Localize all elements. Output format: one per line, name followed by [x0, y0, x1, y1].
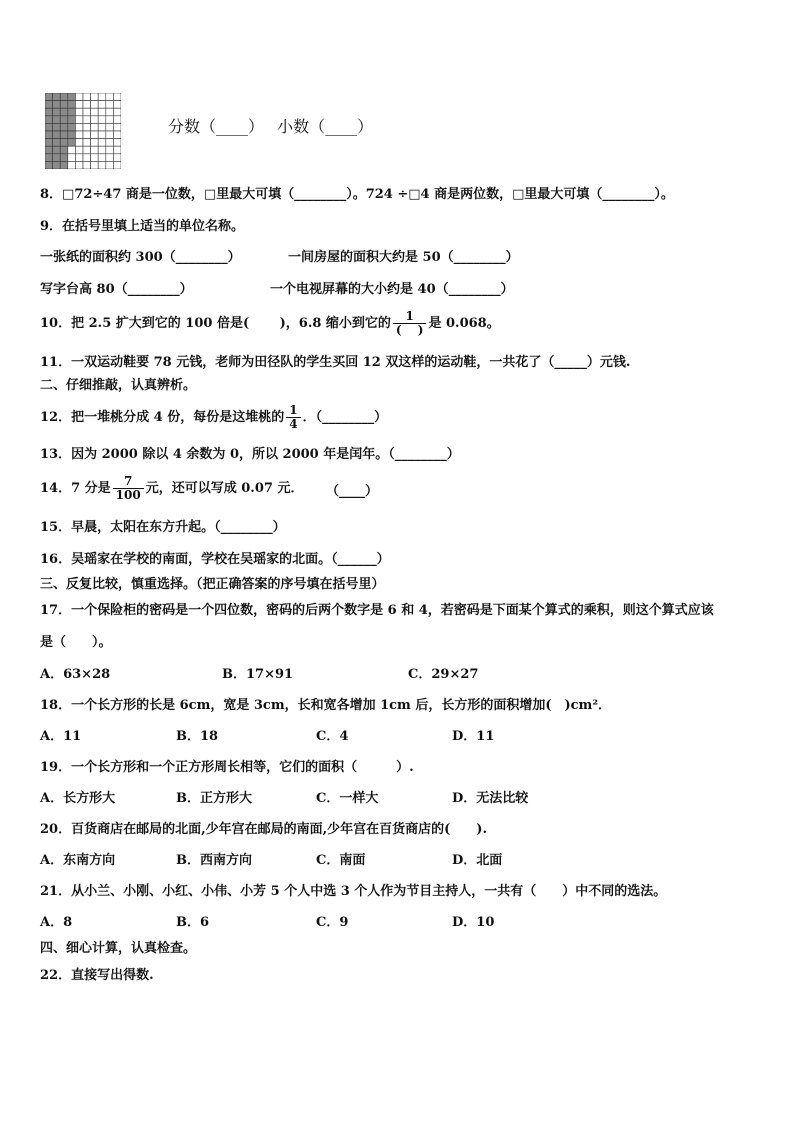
- grid-cell: [91, 146, 99, 154]
- grid-cell: [106, 131, 114, 139]
- grid-cell: [91, 108, 99, 116]
- question-13: 13．因为 2000 除以 4 余数为 0，所以 2000 年是闰年。（________）: [40, 447, 460, 462]
- question-10-numerator: 1: [405, 309, 414, 323]
- grid-cell-shaded: [60, 131, 68, 139]
- grid-cell: [98, 139, 106, 147]
- grid-cell-shaded: [53, 123, 61, 131]
- question-14-numerator: 7: [124, 474, 133, 488]
- question-11: 11．一双运动鞋要 78 元钱，老师为田径队的学生买回 12 双这样的运动鞋，一共花了（_____）元钱.: [40, 355, 631, 370]
- question-18-option-d: D．11: [452, 729, 495, 744]
- grid-cell: [91, 131, 99, 139]
- grid-cell-shaded: [45, 139, 53, 147]
- grid-cell: [106, 139, 114, 147]
- question-12: [40, 404, 387, 431]
- grid-cell-shaded: [45, 93, 53, 101]
- grid-cell-shaded: [45, 108, 53, 116]
- grid-cell: [98, 101, 106, 109]
- grid-cell-shaded: [68, 123, 76, 131]
- section-4-heading: 四、细心计算，认真检查。: [40, 941, 197, 956]
- question-17-option-a: A．63×28: [40, 667, 111, 682]
- grid-cell: [83, 146, 91, 154]
- grid-cell: [75, 139, 83, 147]
- grid-cell: [106, 101, 114, 109]
- question-12-numerator: 1: [289, 403, 298, 417]
- question-14-fraction: [113, 475, 144, 502]
- grid-cell-shaded: [53, 108, 61, 116]
- grid-cell: [113, 116, 121, 124]
- grid-cell: [83, 93, 91, 101]
- grid-cell-shaded: [60, 154, 68, 162]
- grid-cell: [83, 139, 91, 147]
- grid-cell: [83, 131, 91, 139]
- grid-cell-shaded: [68, 93, 76, 101]
- grid-cell-shaded: [53, 131, 61, 139]
- grid-cell: [113, 93, 121, 101]
- grid-cell: [75, 123, 83, 131]
- question-14-denominator: 100: [113, 488, 144, 502]
- question-17-option-b: B．17×91: [222, 667, 294, 682]
- question-21-option-a: A．8: [40, 915, 73, 930]
- grid-cell: [91, 161, 99, 169]
- question-9-item-a: 一张纸的面积约 300（________）: [40, 250, 241, 265]
- grid-cell: [106, 161, 114, 169]
- grid-cell: [98, 146, 106, 154]
- grid-cell: [75, 116, 83, 124]
- grid-cell: [106, 108, 114, 116]
- grid-cell-shaded: [68, 116, 76, 124]
- question-22: 22．直接写出得数.: [40, 968, 154, 983]
- grid-cell: [83, 108, 91, 116]
- grid-cell: [98, 123, 106, 131]
- grid-cell: [68, 161, 76, 169]
- grid-cell-shaded: [60, 161, 68, 169]
- grid-cell: [83, 154, 91, 162]
- grid-cell: [98, 93, 106, 101]
- question-9-item-b: 一间房屋的面积大约是 50（________）: [288, 250, 519, 265]
- grid-cell: [75, 101, 83, 109]
- grid-cell: [98, 161, 106, 169]
- question-14: [40, 475, 303, 502]
- section-3-heading: 三、反复比较，慎重选择。（把正确答案的序号填在括号里）: [40, 577, 385, 592]
- grid-cell-shaded: [60, 101, 68, 109]
- question-9-item-c: 写字台高 80（________）: [40, 282, 193, 297]
- grid-cell-shaded: [53, 154, 61, 162]
- grid-cell-shaded: [60, 139, 68, 147]
- grid-cell-shaded: [60, 146, 68, 154]
- fraction-decimal-blanks: 分数（____） 小数（____）: [168, 117, 374, 136]
- grid-cell: [106, 123, 114, 131]
- grid-cell: [113, 139, 121, 147]
- grid-cell-shaded: [53, 161, 61, 169]
- grid-cell: [98, 108, 106, 116]
- question-12-fraction: [286, 404, 300, 431]
- grid-cell-shaded: [68, 108, 76, 116]
- grid-cell-shaded: [68, 131, 76, 139]
- grid-cell: [113, 154, 121, 162]
- question-19: 19．一个长方形和一个正方形周长相等，它们的面积（ ）.: [40, 760, 414, 775]
- grid-cell-shaded: [45, 123, 53, 131]
- grid-cell: [75, 146, 83, 154]
- grid-cell: [91, 116, 99, 124]
- question-18-option-c: C．4: [316, 729, 349, 744]
- question-21-option-c: C．9: [316, 915, 349, 930]
- grid-cell-shaded: [60, 123, 68, 131]
- question-20-option-a: A．东南方向: [40, 853, 116, 868]
- grid-cell: [75, 108, 83, 116]
- question-10-fraction: [393, 310, 427, 337]
- question-14-blank: （____）: [326, 484, 379, 499]
- question-21-option-d: D．10: [452, 915, 495, 930]
- grid-cell-shaded: [45, 146, 53, 154]
- grid-cell-shaded: [60, 108, 68, 116]
- grid-cell: [113, 161, 121, 169]
- grid-cell: [75, 131, 83, 139]
- question-19-option-c: C．一样大: [316, 791, 379, 806]
- question-14-text-pre: 14．7 分是: [40, 481, 111, 496]
- question-21: 21．从小兰、小刚、小红、小伟、小芳 5 个人中选 3 个人作为节目主持人，一共有（ ）中不同的选法。: [40, 884, 667, 899]
- grid-cell-shaded: [68, 101, 76, 109]
- question-15: 15．早晨，太阳在东方升起。（________）: [40, 520, 286, 535]
- question-19-option-a: A．长方形大: [40, 791, 116, 806]
- grid-cell: [113, 123, 121, 131]
- grid-cell-shaded: [68, 139, 76, 147]
- grid-cell-shaded: [60, 93, 68, 101]
- question-18-option-b: B．18: [176, 729, 219, 744]
- question-10-text-pre: 10．把 2.5 扩大到它的 100 倍是( )，6.8 缩小到它的: [40, 316, 391, 331]
- grid-cell: [113, 108, 121, 116]
- grid-cell: [75, 161, 83, 169]
- grid-cell-shaded: [45, 161, 53, 169]
- question-17-option-c: C．29×27: [408, 667, 479, 682]
- question-20-option-d: D．北面: [452, 853, 503, 868]
- question-8: 8．□72÷47 商是一位数，□里最大可填（________）。724 ÷□4 商是两位数，□里最大可填（________）。: [40, 187, 674, 202]
- question-9: 9．在括号里填上适当的单位名称。: [40, 219, 245, 234]
- grid-cell: [113, 101, 121, 109]
- grid-cell: [83, 123, 91, 131]
- grid-cell: [75, 93, 83, 101]
- grid-cell-shaded: [53, 116, 61, 124]
- grid-cell: [106, 146, 114, 154]
- grid-cell: [91, 93, 99, 101]
- grid-cell: [106, 93, 114, 101]
- grid-cell: [68, 154, 76, 162]
- grid-cell: [91, 139, 99, 147]
- question-12-text-pre: 12．把一堆桃分成 4 份，每份是这堆桃的: [40, 410, 285, 425]
- grid-cell: [75, 154, 83, 162]
- grid-cell-shaded: [53, 93, 61, 101]
- grid-cell-shaded: [45, 116, 53, 124]
- grid-cell: [113, 146, 121, 154]
- question-20-option-c: C．南面: [316, 853, 366, 868]
- grid-cell: [106, 116, 114, 124]
- grid-cell: [98, 154, 106, 162]
- grid-cell-shaded: [53, 146, 61, 154]
- section-2-heading: 二、仔细推敲，认真辨析。: [40, 378, 197, 393]
- question-19-option-d: D．无法比较: [452, 791, 529, 806]
- question-12-denominator: 4: [286, 417, 300, 431]
- grid-cell: [91, 123, 99, 131]
- question-19-option-b: B．正方形大: [176, 791, 252, 806]
- grid-cell-shaded: [45, 154, 53, 162]
- question-18: 18．一个长方形的长是 6cm，宽是 3cm，长和宽各增加 1cm 后，长方形的面积增加( )cm²．: [40, 698, 612, 713]
- question-21-option-b: B．6: [176, 915, 210, 930]
- grid-cell: [83, 161, 91, 169]
- question-10-text-post: 是 0.068。: [428, 316, 500, 331]
- question-20-option-b: B．西南方向: [176, 853, 252, 868]
- grid-cell: [83, 101, 91, 109]
- grid-cell-shaded: [45, 131, 53, 139]
- grid-cell: [83, 116, 91, 124]
- question-17-line-2: 是（ ）。: [40, 635, 112, 650]
- grid-cell: [98, 116, 106, 124]
- grid-cell-shaded: [45, 101, 53, 109]
- grid-cell-shaded: [53, 101, 61, 109]
- question-9-item-d: 一个电视屏幕的大小约是 40（________）: [270, 282, 514, 297]
- question-14-text-post: 元，还可以写成 0.07 元．: [145, 481, 304, 496]
- grid-cell: [68, 146, 76, 154]
- question-16: 16．吴瑶家在学校的南面，学校在吴瑶家的北面。（______）: [40, 552, 390, 567]
- grid-cell: [91, 101, 99, 109]
- grid-cell-shaded: [53, 139, 61, 147]
- grid-cell: [91, 154, 99, 162]
- question-18-option-a: A．11: [40, 729, 82, 744]
- question-20: 20．百货商店在邮局的北面,少年宫在邮局的南面,少年宫在百货商店的( ).: [40, 822, 487, 837]
- question-12-text-post: ．（________）: [302, 410, 388, 425]
- question-10: [40, 310, 500, 337]
- grid-cell: [113, 131, 121, 139]
- question-17-line-1: 17．一个保险柜的密码是一个四位数，密码的后两个数字是 6 和 4，若密码是下面某个算式的乘积，则这个算式应该: [40, 603, 714, 618]
- grid-cell: [106, 154, 114, 162]
- grid-cell-shaded: [60, 116, 68, 124]
- hundred-grid-figure: [45, 93, 121, 169]
- grid-cell: [98, 131, 106, 139]
- question-10-denominator: ( ): [393, 323, 427, 337]
